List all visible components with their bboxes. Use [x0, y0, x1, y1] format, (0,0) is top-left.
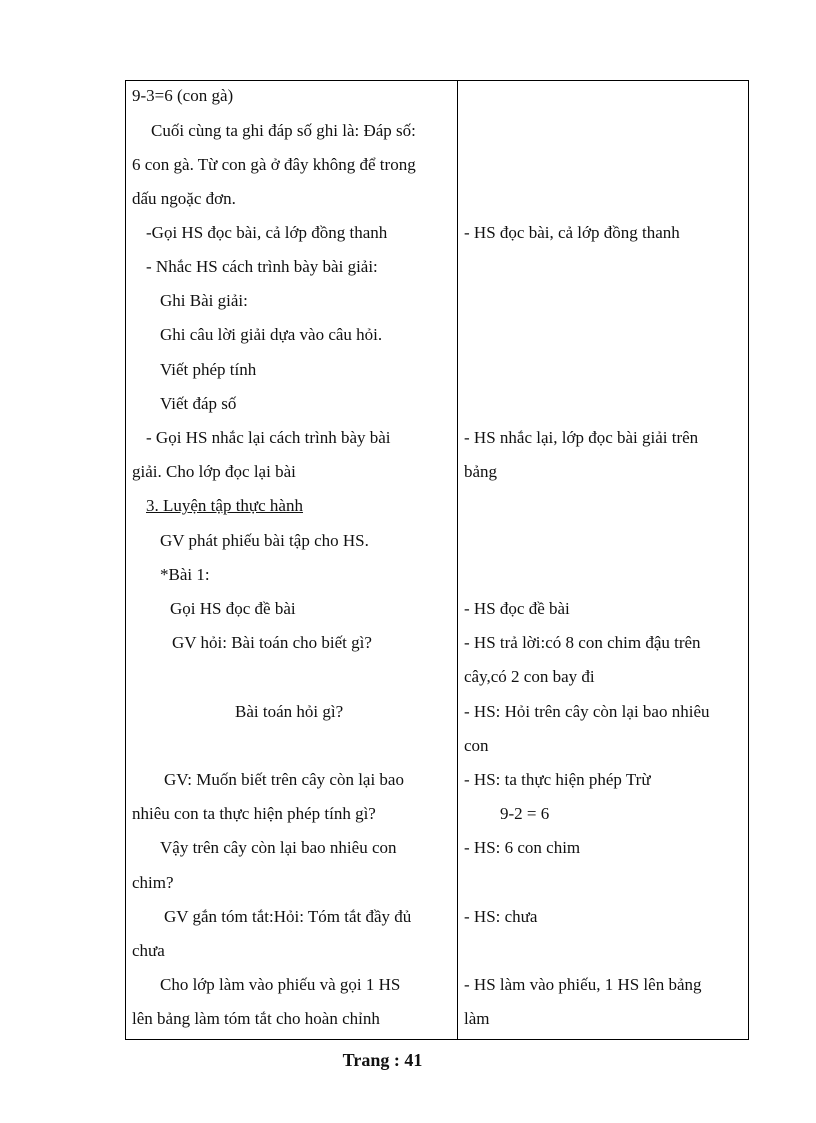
column-divider	[457, 81, 458, 1039]
right-line: con	[464, 736, 489, 755]
left-line: 6 con gà. Từ con gà ở đây không để trong	[132, 155, 416, 174]
left-line: GV phát phiếu bài tập cho HS.	[160, 531, 369, 550]
right-line: - HS: chưa	[464, 907, 538, 926]
right-line: - HS làm vào phiếu, 1 HS lên bảng	[464, 975, 702, 994]
right-line: - HS trả lời:có 8 con chim đậu trên	[464, 633, 701, 652]
left-line: GV hỏi: Bài toán cho biết gì?	[172, 633, 372, 652]
left-line: Bài toán hỏi gì?	[235, 702, 344, 721]
left-line: Ghi câu lời giải dựa vào câu hỏi.	[160, 325, 383, 344]
left-line: - Nhắc HS cách trình bày bài giải:	[146, 257, 378, 276]
right-line: 9-2 = 6	[500, 804, 550, 823]
left-line: nhiêu con ta thực hiện phép tính gì?	[132, 804, 376, 823]
left-line: Ghi Bài giải:	[160, 291, 248, 310]
left-line: chưa	[132, 941, 165, 960]
left-line: GV: Muốn biết trên cây còn lại bao	[164, 770, 404, 789]
right-line: cây,có 2 con bay đi	[464, 667, 595, 686]
left-line: Viết đáp số	[160, 394, 237, 413]
left-line: Vậy trên cây còn lại bao nhiêu con	[160, 838, 397, 857]
right-line: làm	[464, 1009, 490, 1028]
right-line: - HS nhắc lại, lớp đọc bài giải trên	[464, 428, 699, 447]
left-line: dấu ngoặc đơn.	[132, 189, 236, 208]
right-line: bảng	[464, 462, 498, 481]
right-line: - HS đọc bài, cả lớp đồng thanh	[464, 223, 680, 242]
right-line: - HS: 6 con chim	[464, 838, 581, 857]
left-line: *Bài 1:	[160, 565, 210, 584]
left-line: giải. Cho lớp đọc lại bài	[132, 462, 296, 481]
left-line: Cuối cùng ta ghi đáp số ghi là: Đáp số:	[151, 121, 416, 140]
left-line: Gọi HS đọc đề bài	[170, 599, 296, 618]
left-line: Viết phép tính	[160, 360, 257, 379]
left-line: chim?	[132, 873, 174, 892]
left-line: -Gọi HS đọc bài, cả lớp đồng thanh	[146, 223, 388, 242]
left-line: 9-3=6 (con gà)	[132, 86, 234, 105]
left-line: GV gắn tóm tắt:Hỏi: Tóm tắt đầy đủ	[164, 907, 412, 926]
right-line: - HS: ta thực hiện phép Trừ	[464, 770, 651, 789]
left-line: Cho lớp làm vào phiếu và gọi 1 HS	[160, 975, 401, 994]
left-line: lên bảng làm tóm tắt cho hoàn chỉnh	[132, 1009, 380, 1028]
left-line: - Gọi HS nhắc lại cách trình bày bài	[146, 428, 391, 447]
section-heading: 3. Luyện tập thực hành	[146, 496, 303, 515]
lesson-table	[125, 80, 749, 1040]
page-number: Trang : 41	[342, 1050, 423, 1070]
right-line: - HS đọc đề bài	[464, 599, 570, 618]
right-line: - HS: Hỏi trên cây còn lại bao nhiêu	[464, 702, 710, 721]
